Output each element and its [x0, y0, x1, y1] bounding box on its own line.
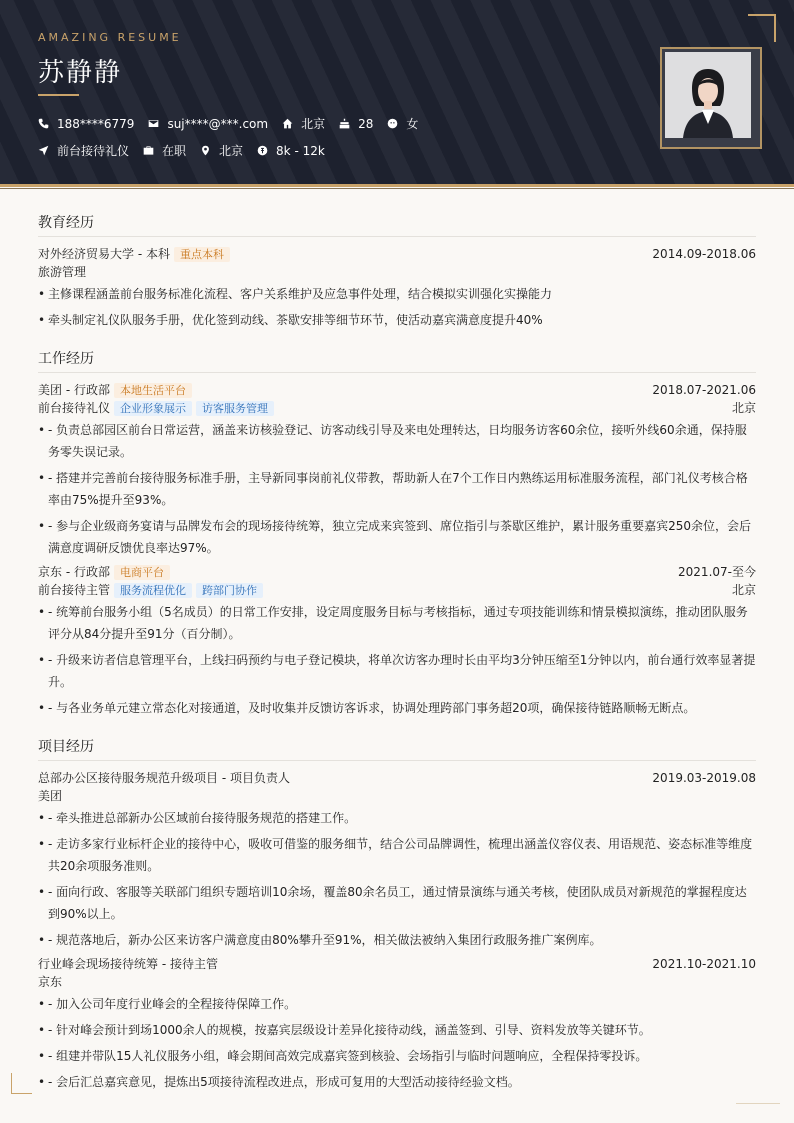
mail-icon — [148, 118, 159, 129]
work-bullet: • - 升级来访者信息管理平台，上线扫码预约与电子登记模块，将单次访客办理时长由平均3分钟压缩至1分钟以内，前台通行效率显著提升。 — [38, 649, 756, 693]
project-period: 2021.10-2021.10 — [652, 957, 756, 971]
city-text: 北京 — [219, 144, 244, 158]
job-intent-row — [38, 142, 339, 159]
education-header — [38, 245, 756, 263]
work-bullet: • - 负责总部园区前台日常运营，涵盖来访核验登记、访客动线引导及来电处理转达，日均服务访客60余位，接听外线60余通，保持服务零失误记录。 — [38, 419, 756, 463]
work-section — [38, 348, 756, 719]
work-period: 2018.07-2021.06 — [652, 383, 756, 397]
work-bullet: • - 搭建并完善前台接待服务标准手册，主导新同事岗前礼仪带教，帮助新人在7个工作日内熟练运用标准服务流程，部门礼仪考核合格率由75%提升至93%。 — [38, 467, 756, 511]
company-tag: 本地生活平台 — [114, 383, 192, 398]
header-divider-thin — [0, 188, 794, 189]
home-icon — [282, 118, 293, 129]
age-item — [339, 117, 373, 131]
header-divider — [0, 184, 794, 187]
portrait-image — [665, 52, 751, 138]
salary-text: 8k - 12k — [276, 143, 325, 158]
contact-row — [38, 115, 432, 132]
money-icon — [257, 145, 268, 156]
education-title: 教育经历 — [38, 212, 756, 237]
project-bullet: • - 规范落地后，新办公区来访客户满意度由80%攀升至91%，相关做法被纳入集团行政服务推广案例库。 — [38, 929, 756, 951]
corner-decoration — [11, 1073, 32, 1094]
skill-tag: 跨部门协作 — [196, 583, 263, 598]
gender-item — [387, 115, 418, 132]
gender-text: 女 — [406, 117, 419, 131]
profile-photo — [660, 47, 762, 149]
send-icon — [38, 145, 49, 156]
work-title: 工作经历 — [38, 348, 756, 373]
work-bullet: • - 与各业务单元建立常态化对接通道，及时收集并反馈访客诉求，协调处理跨部门事务超20项，确保接待链路顺畅无断点。 — [38, 697, 756, 719]
job-target-text: 前台接待礼仪 — [57, 144, 130, 158]
city-item — [200, 142, 243, 159]
phone-icon — [38, 118, 49, 129]
skill-tag: 服务流程优化 — [114, 583, 192, 598]
hometown-text: 北京 — [301, 117, 326, 131]
work-bullet: • - 统筹前台服务小组（5名成员）的日常工作安排，设定周度服务目标与考核指标，通过专项技能训练和情景模拟演练，推动团队服务评分从84分提升至91分（百分制）。 — [38, 601, 756, 645]
footer-line — [736, 1103, 780, 1104]
email-item — [148, 117, 268, 131]
project-entry — [38, 769, 756, 951]
work-period: 2021.07-至今 — [678, 565, 756, 579]
briefcase-icon — [143, 145, 154, 156]
project-section — [38, 736, 756, 1093]
education-section — [38, 212, 756, 331]
project-bullet: • - 会后汇总嘉宾意见，提炼出5项接待流程改进点，形成可复用的大型活动接待经验文档。 — [38, 1071, 756, 1093]
candidate-name: 苏静静 — [38, 58, 123, 88]
work-location: 北京 — [731, 401, 756, 415]
education-bullet: • 牵头制定礼仪队服务手册，优化签到动线、茶歇安排等细节环节，使活动嘉宾满意度提升40% — [38, 309, 756, 331]
school-name: 对外经济贸易大学 - 本科 — [38, 247, 170, 261]
company-name: 京东 - 行政部 — [38, 565, 110, 579]
project-bullet: • - 走访多家行业标杆企业的接待中心，吸收可借鉴的服务细节，结合公司品牌调性，梳理出涵盖仪容仪表、用语规范、姿态标准等维度共20余项服务准则。 — [38, 833, 756, 877]
project-bullet: • - 组建并带队15人礼仪服务小组，峰会期间高效完成嘉宾签到核验、会场指引与临时问题响应，全程保持零投诉。 — [38, 1045, 756, 1067]
project-bullet: • - 加入公司年度行业峰会的全程接待保障工作。 — [38, 993, 756, 1015]
work-entry — [38, 563, 756, 719]
status-item — [143, 142, 186, 159]
education-period: 2014.09-2018.06 — [652, 247, 756, 261]
project-org: 京东 — [38, 975, 63, 989]
company-tag: 电商平台 — [114, 565, 170, 580]
status-text: 在职 — [162, 144, 187, 158]
salary-item — [257, 144, 325, 158]
corner-decoration — [748, 14, 776, 42]
project-name: 总部办公区接待服务规范升级项目 - 项目负责人 — [38, 771, 290, 785]
email-text: suj****@***.com — [167, 116, 269, 131]
phone-item — [38, 117, 134, 131]
company-name: 美团 - 行政部 — [38, 383, 110, 397]
skill-tag: 企业形象展示 — [114, 401, 192, 416]
name-underline — [38, 94, 79, 96]
cake-icon — [339, 118, 350, 129]
education-bullet: • 主修课程涵盖前台服务标准化流程、客户关系维护及应急事件处理，结合模拟实训强化实操能力 — [38, 283, 756, 305]
gender-icon — [387, 118, 398, 129]
location-pin-icon — [200, 145, 211, 156]
phone-text: 188****6779 — [57, 116, 135, 131]
job-target-item — [38, 142, 129, 159]
skill-tag: 访客服务管理 — [196, 401, 274, 416]
major: 旅游管理 — [38, 265, 87, 279]
school-tag: 重点本科 — [174, 247, 230, 262]
age-text: 28 — [358, 116, 374, 131]
project-title: 项目经历 — [38, 736, 756, 761]
work-bullet: • - 参与企业级商务宴请与品牌发布会的现场接待统筹，独立完成来宾签到、席位指引与茶歇区维护，累计服务重要嘉宾250余位，会后满意度调研反馈优良率达97%。 — [38, 515, 756, 559]
brand-label: AMAZING RESUME — [38, 31, 182, 44]
project-entry — [38, 955, 756, 1093]
work-location: 北京 — [731, 583, 756, 597]
project-bullet: • - 针对峰会预计到场1000余人的规模，按嘉宾层级设计差异化接待动线，涵盖签到、引导、资料发放等关键环节。 — [38, 1019, 756, 1041]
project-bullet: • - 牵头推进总部新办公区域前台接待服务规范的搭建工作。 — [38, 807, 756, 829]
work-entry — [38, 381, 756, 559]
hometown-item — [282, 115, 325, 132]
position-name: 前台接待礼仪 — [38, 401, 111, 415]
project-org: 美团 — [38, 789, 63, 803]
position-name: 前台接待主管 — [38, 583, 111, 597]
project-bullet: • - 面向行政、客服等关联部门组织专题培训10余场，覆盖80余名员工，通过情景演练与通关考核，使团队成员对新规范的掌握程度达到90%以上。 — [38, 881, 756, 925]
project-period: 2019.03-2019.08 — [652, 771, 756, 785]
resume-body — [38, 212, 756, 1110]
project-name: 行业峰会现场接待统筹 - 接待主管 — [38, 957, 218, 971]
